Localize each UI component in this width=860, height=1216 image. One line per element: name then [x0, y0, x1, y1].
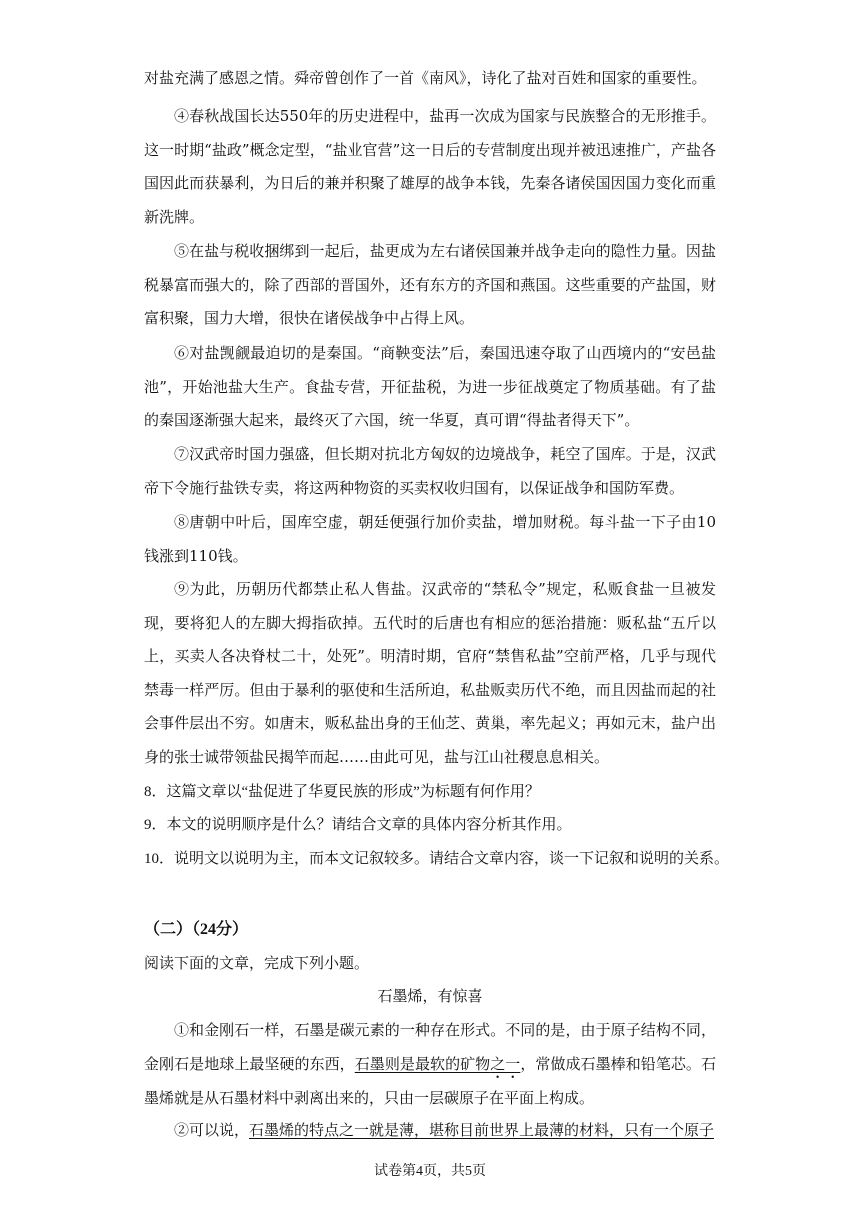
paragraph-5: ⑤在盐与税收捆绑到一起后，盐更成为左右诸侯国兼并战争走向的隐性力量。因盐税暴富而强大的，除了西部的晋国外，还有东方的齐国和燕国。这些重要的产盐国，财富积聚，国力大增，很快在诸侯战争中占得上风。 — [144, 242, 716, 327]
article-p2-text-a: ②可以说， — [174, 1121, 250, 1139]
paragraph-7: ⑦汉武帝时国力强盛，但长期对抗北方匈奴的边境战争，耗空了国库。于是，汉武帝下令施行盐铁专卖，将这两种物资的买卖权收归国有，以保证战争和国防军费。 — [144, 445, 716, 497]
underlined-sentence: 石墨烯的特点之一就是薄，堪称目前世界上最薄的材料，只有一个原子 — [249, 1121, 715, 1139]
paragraph-4: ④春秋战国长达550年的历史进程中，盐再一次成为国家与民族整合的无形推手。这一时期“盐政”概念定型，“盐业官营”这一日后的专营制度出现并被迅速推广，产盐各国因此而获暴利，为日后的兼并积聚了雄厚的战争本钱，先秦各诸侯国因国力变化而重新洗牌。 — [144, 107, 716, 226]
paragraph-6: ⑥对盐觊觎最迫切的是秦国。“商鞅变法”后，秦国迅速夺取了山西境内的“安邑盐池”，开始池盐大生产。食盐专营，开征盐税，为进一步征战奠定了物质基础。有了盐的秦国逐渐强大起来，最终灭了六国，统一华夏，真可谓“得盐者得天下”。 — [144, 344, 716, 429]
paragraph-intro: 对盐充满了感恩之情。舜帝曾创作了一首《南风》，诗化了盐对百姓和国家的重要性。 — [144, 69, 707, 87]
emphasized-phrase: 之一 — [490, 1054, 521, 1073]
article-p1-text-b: ，常做成石墨棒和铅笔芯。石墨烯就是从石墨材料中剥离出来的，只由一层碳原子在平面上构成。 — [144, 1054, 716, 1107]
paragraph-8: ⑧唐朝中叶后，国库空虚，朝廷便强行加价卖盐，增加财税。每斗盐一下子由10钱涨到110钱。 — [144, 513, 716, 565]
underlined-phrase: 石墨则是最软的矿物 — [354, 1054, 491, 1073]
article-p1-text-a: ①和金刚石一样，石墨是碳元素的一种存在形式。不同的是，由于原子结构不同，金刚石是地球上最坚硬的东西， — [144, 1021, 716, 1073]
question-8: 8．这篇文章以“盐促进了华夏民族的形成”为标题有何作用？ — [144, 784, 540, 800]
article-paragraph-1 — [144, 1014, 716, 1115]
article-title: 石墨烯，有惊喜 — [377, 987, 483, 1005]
article-paragraph-2 — [144, 1114, 716, 1148]
paragraph-9: ⑨为此，历朝历代都禁止私人售盐。汉武帝的“禁私令”规定，私贩食盐一旦被发现，要将犯人的左脚大拇指砍掉。五代时的后唐也有相应的惩治措施：贩私盐“五斤以上，买卖人各决脊杖二十，处死”。明清时期，官府“禁售私盐”空前严格，几乎与现代禁毒一样严厉。但由于暴利的驱使和生活所迫，私盐贩卖历代不绝，而且因盐而起的社会事件层出不穷。如唐末，贩私盐出身的王仙芝、黄巢，率先起义；再如元末，盐户出身的张士诚带领盐民揭竿而起……由此可见，盐与江山社稷息息相关。 — [144, 580, 716, 766]
question-9: 9．本文的说明顺序是什么？请结合文章的具体内容分析其作用。 — [144, 817, 572, 833]
section-instruction: 阅读下面的文章，完成下列小题。 — [144, 956, 370, 972]
question-10: 10．说明文以说明为主，而本文记叙较多。请结合文章内容，谈一下记叙和说明的关系。 — [144, 851, 730, 867]
section-heading: （二）（24分） — [144, 921, 249, 938]
page-footer: 试卷第4页，共5页 — [374, 1164, 486, 1179]
